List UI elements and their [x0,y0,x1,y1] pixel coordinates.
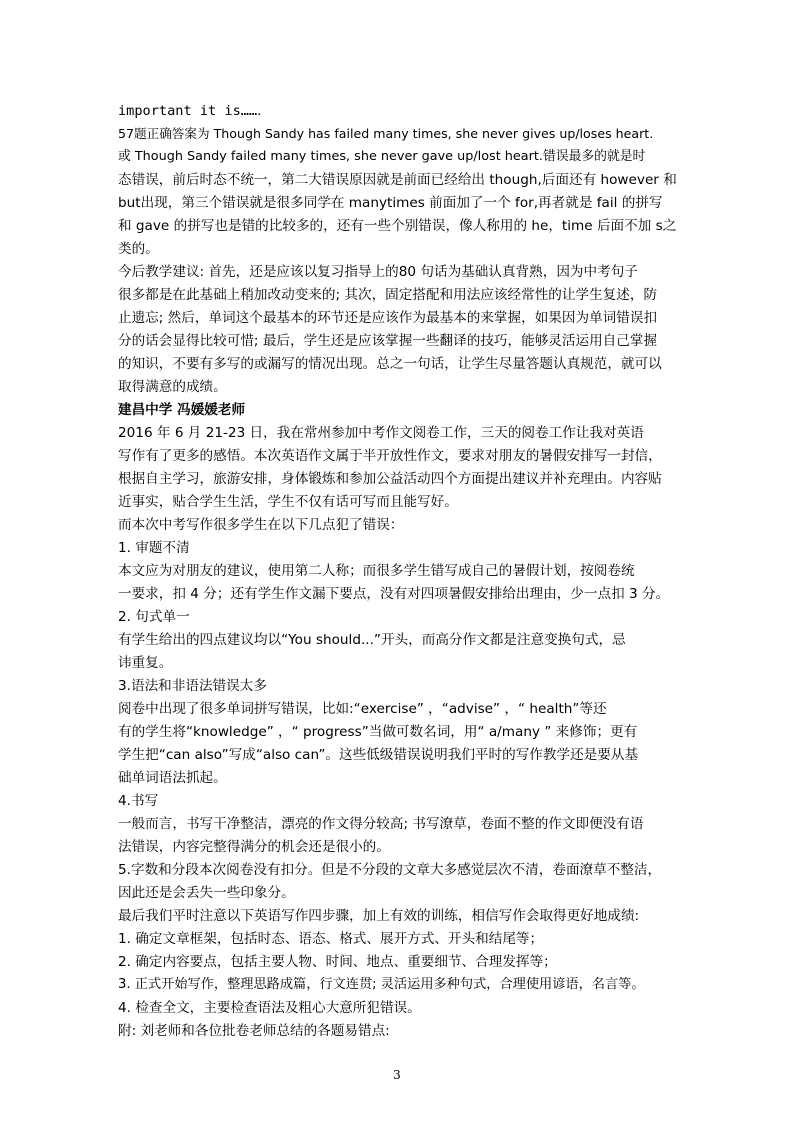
text-line: 类的。 [118,241,159,257]
text-line: 而本次中考写作很多学生在以下几点犯了错误： [118,517,404,533]
list-heading: 1. 审题不清 [118,540,190,556]
text-line: 很多都是在此基础上稍加改动变来的; 其次，固定搭配和用法应该经常性的让学生复述，防 [118,287,658,303]
text-line: 分的话会显得比较可惜; 最后，学生还是应该掌握一些翻译的技巧，能够灵活运用自己掌握 [118,333,658,349]
text-line: 讳重复。 [118,655,173,671]
text-line: 一般而言，书写干净整洁，漂亮的作文得分较高; 书写潦草，卷面不整的作文即便没有语 [118,816,644,832]
text-line: 止遗忘; 然后，单词这个最基本的环节还是应该作为最基本的来掌握，如果因为单词错误扣 [118,310,658,326]
list-item: 3. 正式开始写作，整理思路成篇，行文连贯; 灵活运用多种句式，合理使用谚语，名言等。 [118,977,645,992]
text-line: 和 gave 的拼写也是错的比较多的，还有一些个别错误，像人称用的 he，time 后面不加 s之 [118,218,677,234]
text-line: 法错误，内容完整得满分的机会还是很小的。 [118,839,390,855]
text-line: 57题正确答案为 Though Sandy has failed many times, she never gives up/loses heart. [118,126,654,141]
list-item: 2. 确定内容要点，包括主要人物、时间、地点、重要细节、合理发挥等； [118,954,557,970]
text-line: 近事实，贴合学生生活，学生不仅有话可写而且能写好。 [118,494,458,510]
text-line: 因此还是会丢失一些印象分。 [118,885,295,901]
text-line: but出现，第三个错误就是很多同学在 manytimes 前面加了一个 for,再者就是 fail 的拼写 [118,195,663,211]
text-line: 2016 年 6 月 21-23 日，我在常州参加中考作文阅卷工作，三天的阅卷工作让我对英语 [118,425,644,441]
text-line: 根据自主学习，旅游安排，身体锻炼和参加公益活动四个方面提出建议并补充理由。内容贴 [118,471,662,487]
text-line: 最后我们平时注意以下英语写作四步骤，加上有效的训练，相信写作会取得更好地成绩: [118,908,640,924]
list-item: 1. 确定文章框架，包括时态、语态、格式、展开方式、开头和结尾等； [118,931,544,947]
text-line: 写作有了更多的感悟。本次英语作文属于半开放性作文，要求对朋友的暑假安排写一封信， [118,448,662,464]
list-heading: 2. 句式单一 [118,609,190,625]
text-line: 取得满意的成绩。 [118,379,227,395]
text-line: 有的学生将“knowledge” ，“ progress”当做可数名词，用“ a/many ” 来修饰；更有 [118,724,638,740]
text-line: 阅卷中出现了很多单词拼写错误，比如:“exercise” ，“advise” ，“ health”等还 [118,701,607,717]
text-line: 础单词语法抓起。 [118,770,227,786]
text-line: 今后教学建议: 首先，还是应该以复习指导上的80 句话为基础认真背熟，因为中考句子 [118,264,638,280]
section-heading: 建昌中学 冯媛媛老师 [118,402,246,418]
page-number: 3 [393,1068,401,1082]
text-line: 本文应为对朋友的建议，使用第二人称；而很多学生错写成自己的暑假计划，按阅卷统 [118,563,635,579]
list-heading: 4.书写 [118,793,159,809]
text-line: 学生把“can also”写成“also can”。这些低级错误说明我们平时的写作教学还是要从基 [118,747,639,763]
text-line: 的知识，不要有多写的或漏写的情况出现。总之一句话，让学生尽量答题认真规范，就可以 [118,356,662,372]
list-heading: 5.字数和分段本次阅卷没有扣分。但是不分段的文章大多感觉层次不清，卷面潦草不整洁， [118,862,662,878]
list-item: 4. 检查全文，主要检查语法及粗心大意所犯错误。 [118,1000,421,1016]
text-line: 附: 刘老师和各位批卷老师总结的各题易错点: [118,1023,390,1039]
text-line: important it is……． [118,103,271,119]
text-line: 态错误，前后时态不统一，第二大错误原因就是前面已经给出 though,后面还有 however 和 [118,172,677,188]
text-line: 一要求，扣 4 分；还有学生作文漏下要点，没有对四项暑假安排给出理由，少一点扣 3 分。 [118,586,670,602]
list-heading: 3.语法和非语法错误太多 [118,678,267,694]
text-line: 有学生给出的四点建议均以“You should...”开头，而高分作文都是注意变换句式，忌 [118,632,626,648]
text-line: 或 Though Sandy failed many times, she never gave up/lost heart.错误最多的就是时 [118,149,646,164]
